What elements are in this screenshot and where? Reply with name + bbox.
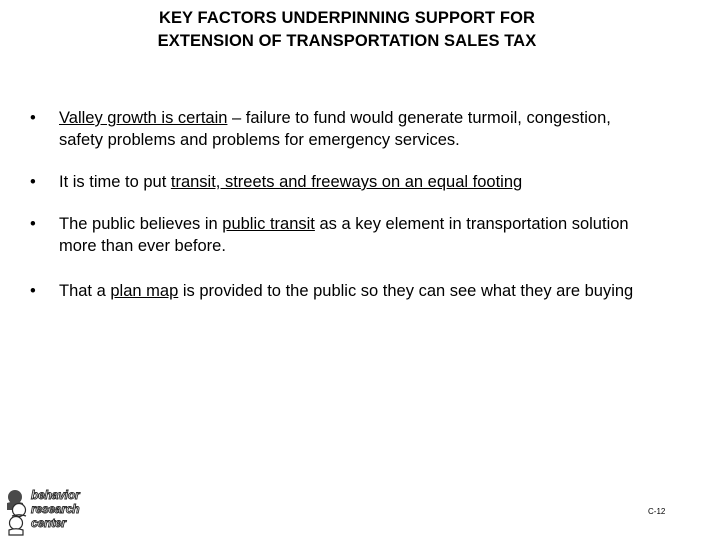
bullet-marker: •	[30, 109, 36, 127]
bullet-text	[59, 171, 699, 193]
bullet-text-rest: is provided to the public so they can see what they are buying	[178, 282, 634, 300]
bullet-marker: •	[30, 215, 36, 233]
slide-title-line-1: KEY FACTORS UNDERPINNING SUPPORT FOR	[158, 9, 536, 27]
bullet-text-line-2: safety problems and problems for emergency services.	[59, 131, 460, 149]
behavior-research-center-logo	[4, 488, 86, 536]
underlined-phrase: public transit	[222, 215, 315, 233]
logo-text-line-3: center	[31, 516, 66, 530]
underlined-phrase: plan map	[110, 282, 179, 300]
underlined-phrase: transit, streets and freeways on an equal footing	[170, 173, 523, 191]
bullet-marker: •	[30, 282, 36, 300]
page-number: C-12	[648, 507, 666, 516]
bullet-text-plain: The public believes in	[59, 215, 223, 233]
bullet-text-rest: as a key element in transportation solution	[314, 215, 629, 233]
bullet-text	[59, 107, 699, 151]
bullet-text-plain: It is time to put	[59, 173, 171, 191]
bullet-marker: •	[30, 173, 36, 191]
bullet-text	[59, 280, 699, 302]
slide-title-line-2: EXTENSION OF TRANSPORTATION SALES TAX	[157, 32, 537, 50]
bullet-text-rest: – failure to fund would generate turmoil, congestion,	[227, 109, 611, 127]
underlined-phrase: Valley growth is certain	[59, 109, 228, 127]
bullet-text-plain: That a	[59, 282, 111, 300]
logo-text-line-1: behavior	[31, 488, 80, 502]
bullet-text	[59, 213, 699, 257]
bullet-text-line-2: more than ever before.	[59, 237, 226, 255]
logo-text-line-2: research	[31, 502, 80, 516]
heads-silhouette-icon	[4, 488, 34, 536]
